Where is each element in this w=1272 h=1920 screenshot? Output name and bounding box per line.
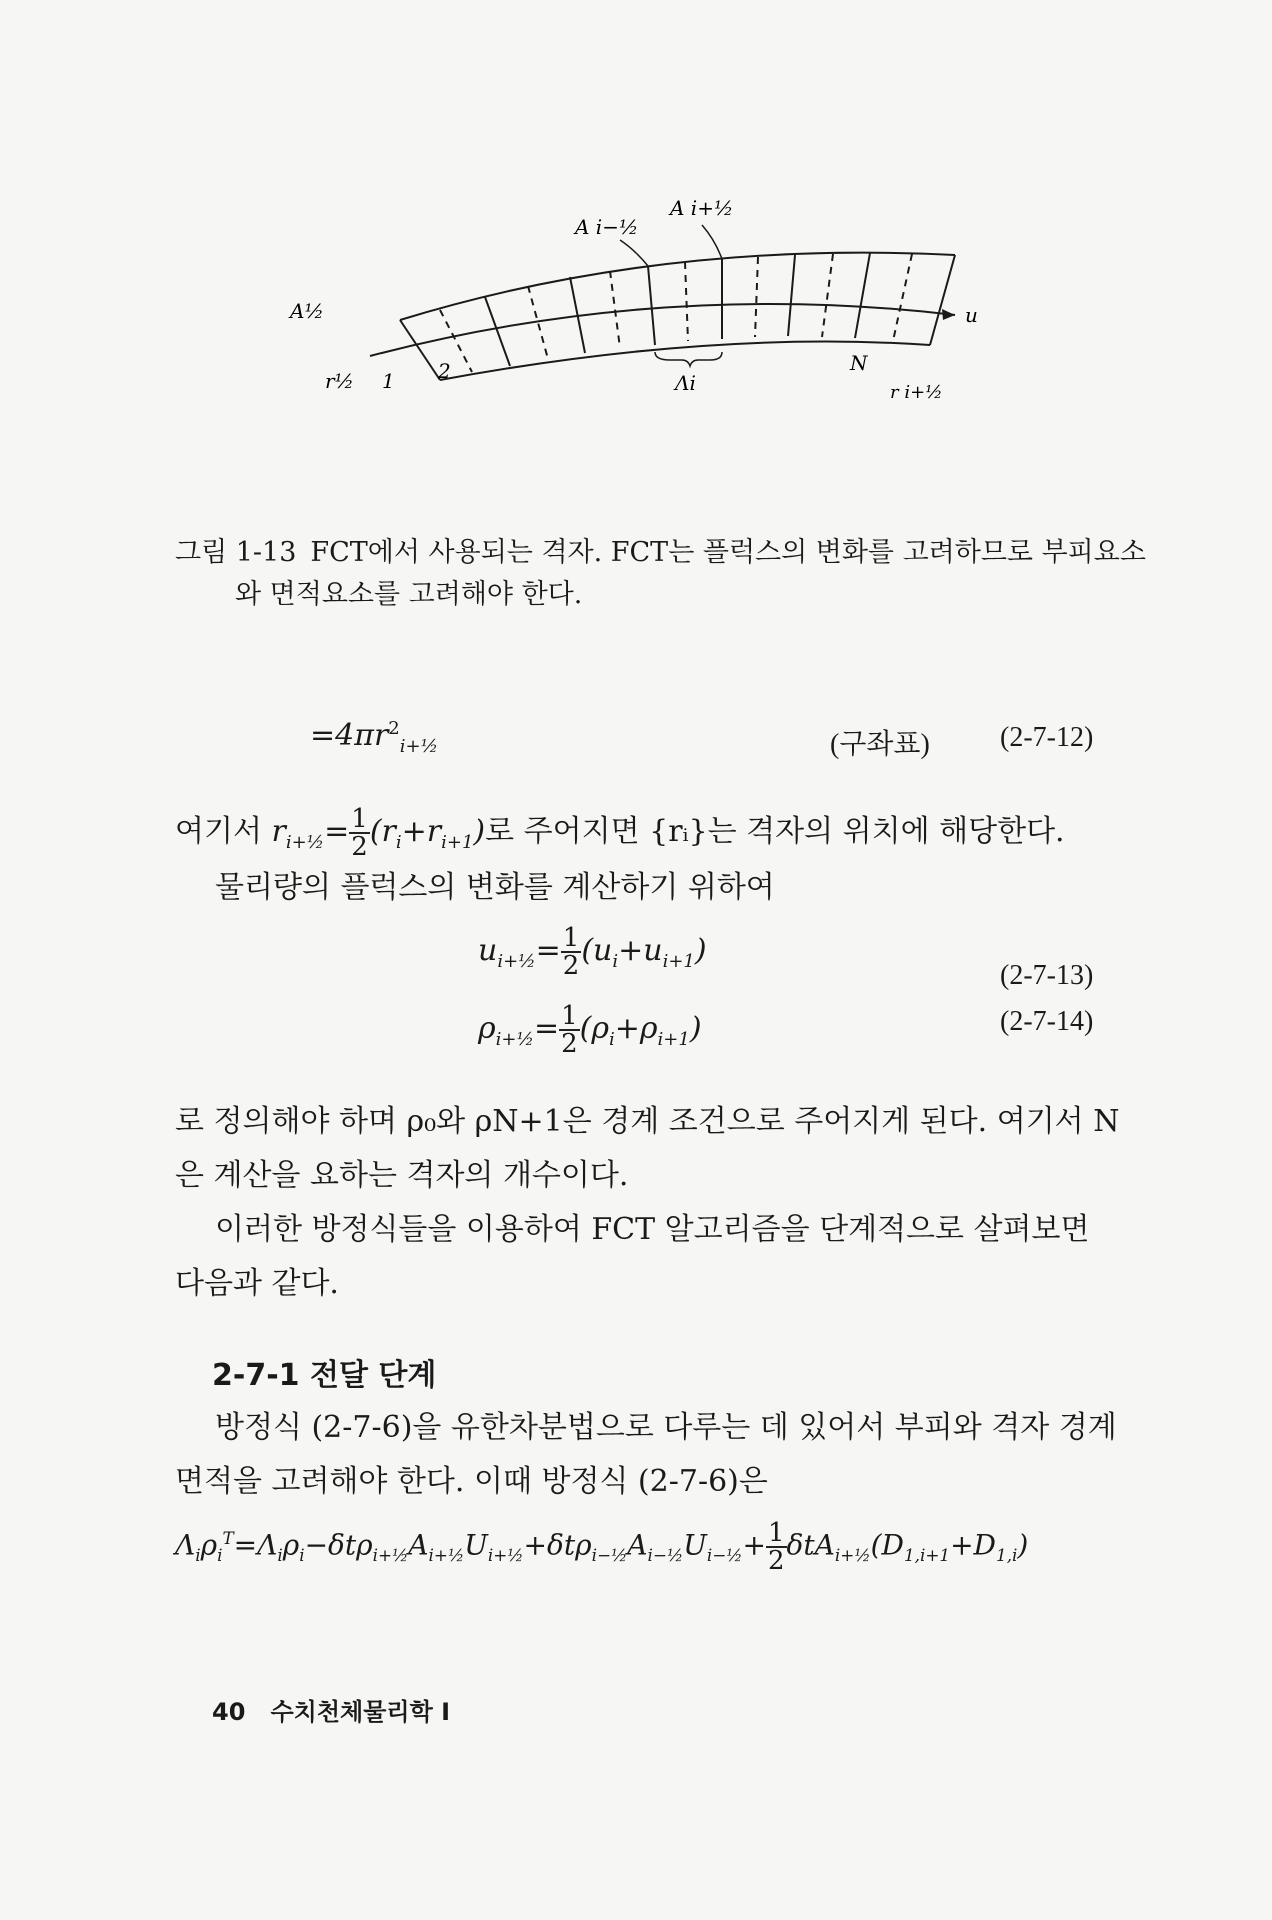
book-title: 수치천체물리학 I — [270, 1698, 451, 1726]
equation-2-7-12: $=4\pi r^2_{i+\frac{1}{2}}$ — [310, 718, 439, 757]
grid-left-edge — [400, 320, 440, 380]
label-a-half: A½ — [290, 299, 324, 323]
caption-line-1: FCT에서 사용되는 격자. FCT는 플럭스의 변화를 고려하므로 부피요소 — [310, 537, 1146, 568]
equation-2-7-13: $u_{i+\frac{1}{2}}=$ $\frac{1}{2}$ $(u_i+u_{i+1})$ — [478, 923, 707, 981]
label-a-i-plus: A i+½ — [670, 196, 734, 220]
flow-arrow-icon — [942, 309, 955, 320]
equation-transport: $\Lambda_i\rho_i^T=\Lambda_i\rho_i-\delta t\rho_{i+\frac{1}{2}}A_{i+\frac{1}{2}}U_{i+\frac{1}{2}}+\delta t\rho_{i-\frac{1}{2}}A_{i-\frac{1}{2}}U_{i-\frac{1}{2}}+$ $\frac{1}{2}$ $\delta tA_{i+\frac{1}{2}}(D_{1,i+1}+D_{1,i})$ — [175, 1518, 1029, 1576]
eq-2-7-12-number: (2-7-12) — [1000, 722, 1094, 753]
paragraph-2-line-1: 로 정의해야 하며 ρ₀와 ρN+1은 경계 조건으로 주어지게 된다. 여기서 N — [175, 1104, 1120, 1139]
page-number: 40 — [212, 1698, 246, 1726]
eq-2-7-14-number: (2-7-14) — [1000, 1006, 1094, 1037]
para1-inline-formula: $r_{i+\frac{1}{2}}=$ $\frac{1}{2}$ $(r_i+r_{i+1})$ — [271, 804, 486, 862]
eq-2-7-12-lhs: =4πr — [310, 718, 389, 753]
page-footer — [212, 1692, 450, 1727]
grid-outer-arc — [400, 253, 955, 320]
fct-grid-figure — [290, 196, 990, 510]
label-cell-n: N — [850, 351, 868, 375]
label-r-half: r½ — [325, 369, 354, 393]
para1-middle: 로 주어지면 {rᵢ}는 격자의 위치에 해당한다. — [485, 814, 1065, 849]
equation-2-7-14: $\rho_{i+\frac{1}{2}}=$ $\frac{1}{2}$ $(\rho_i+\rho_{i+1})$ — [478, 1001, 702, 1059]
label-cell-2: 2 — [438, 359, 451, 383]
paragraph-1-line-1 — [175, 806, 1065, 869]
label-u: u — [965, 303, 978, 327]
paragraph-2-line-4: 다음과 같다. — [175, 1266, 339, 1301]
caption-label: 그림 1-13 — [175, 537, 297, 568]
paragraph-3-line-1: 방정식 (2-7-6)을 유한차분법으로 다루는 데 있어서 부피와 격자 경계 — [215, 1410, 1117, 1445]
paragraph-1-line-2: 물리량의 플럭스의 변화를 계산하기 위하여 — [215, 870, 775, 905]
label-lambda-i: Λi — [675, 371, 696, 395]
para1-prefix: 여기서 — [175, 814, 262, 849]
eq-2-7-12-note: (구좌표) — [830, 729, 930, 760]
label-a-i-minus: A i−½ — [575, 215, 639, 239]
paragraph-3-line-2: 면적을 고려해야 한다. 이때 방정식 (2-7-6)은 — [175, 1464, 768, 1499]
figure-caption — [175, 532, 1155, 616]
lambda-brace — [655, 352, 722, 366]
grid-right-edge — [930, 255, 955, 345]
section-heading: 2-7-1 전달 단계 — [212, 1358, 437, 1393]
paragraph-2-line-2: 은 계산을 요하는 격자의 개수이다. — [175, 1158, 629, 1193]
label-r-i-plus: r i+½ — [890, 382, 943, 403]
label-cell-1: 1 — [382, 369, 395, 393]
eq-2-7-13-number: (2-7-13) — [1000, 960, 1094, 991]
paragraph-2-line-3: 이러한 방정식들을 이용하여 FCT 알고리즘을 단계적으로 살펴보면 — [215, 1212, 1090, 1247]
caption-line-2: 와 면적요소를 고려해야 한다. — [235, 579, 583, 610]
